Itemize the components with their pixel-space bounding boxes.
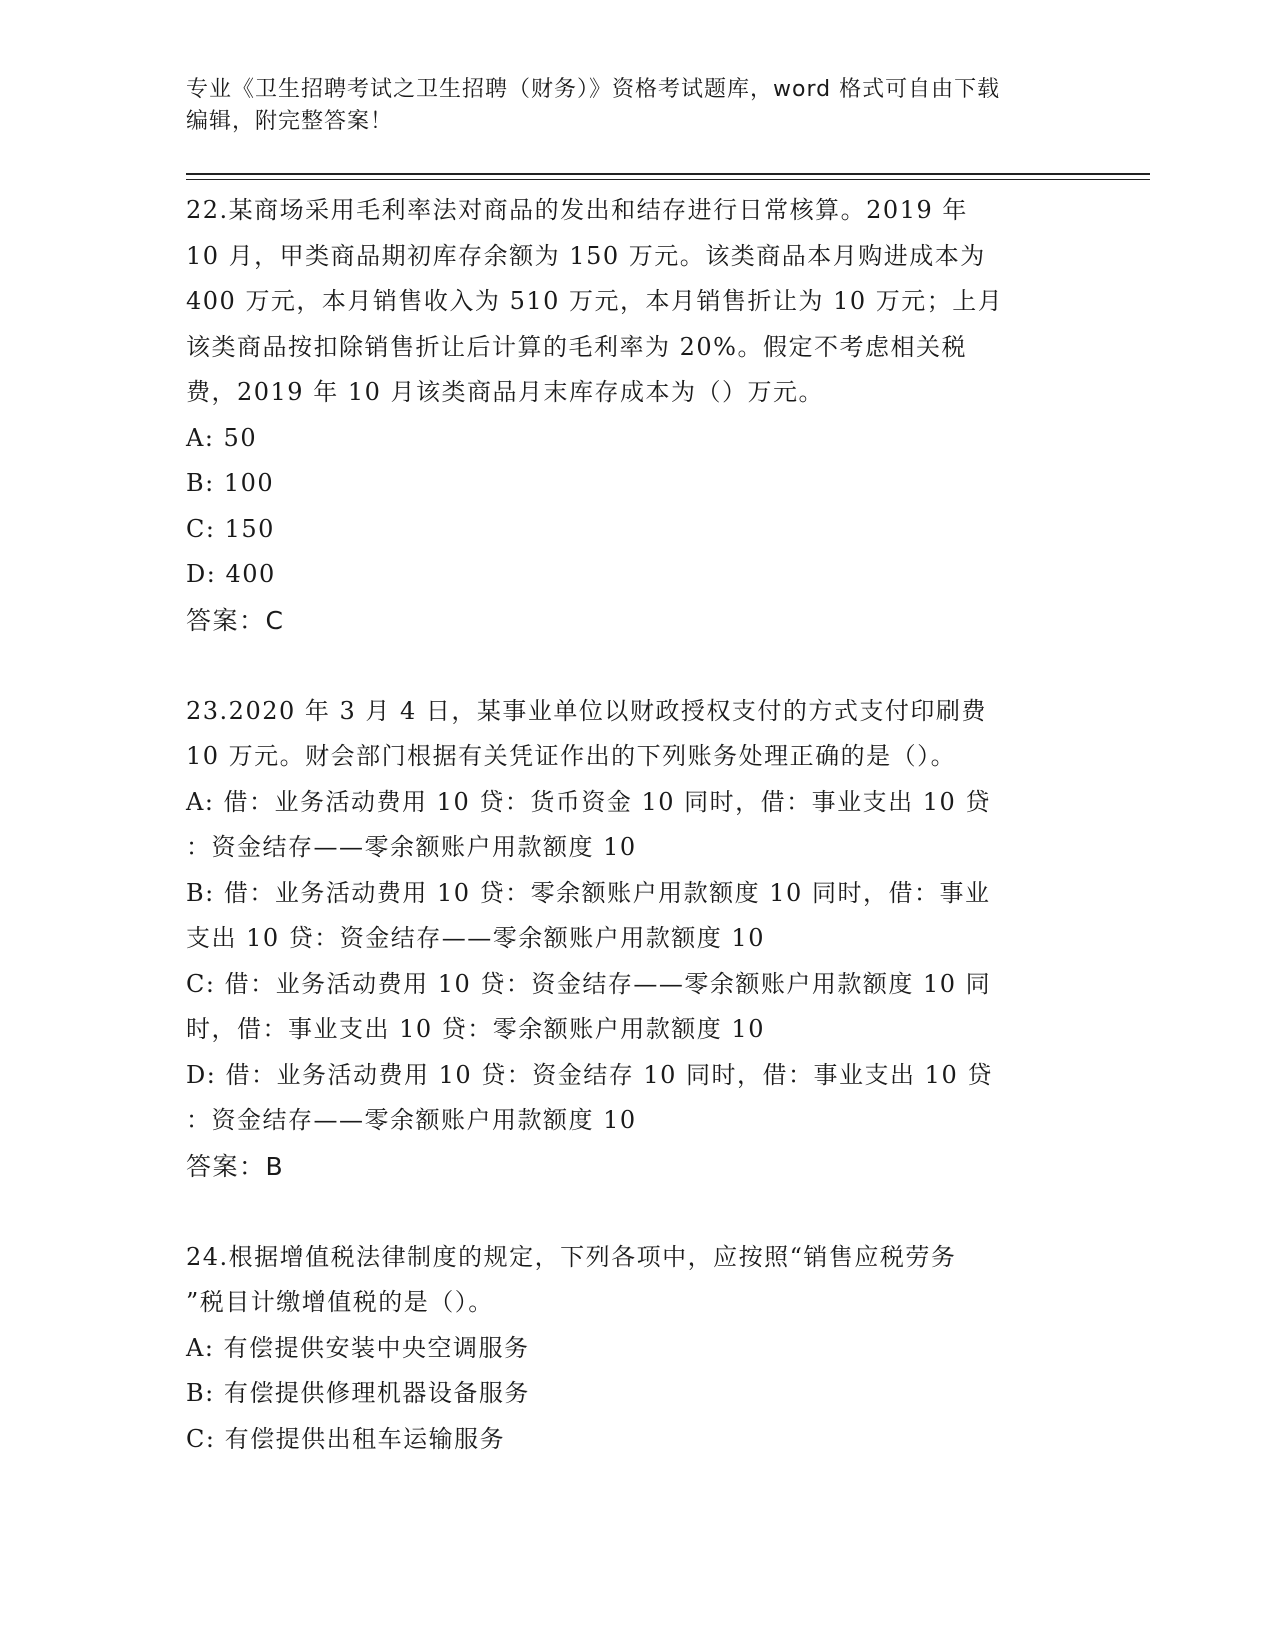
question-24-option-a: A: 有偿提供安装中央空调服务 xyxy=(186,1333,530,1362)
question-24-stem-line-1: 24.根据增值税法律制度的规定，下列各项中，应按照“销售应税劳务 xyxy=(186,1242,957,1271)
document-header xyxy=(186,74,1086,138)
question-22-stem-line-5: 费，2019 年 10 月该类商品月末库存成本为（）万元。 xyxy=(186,378,825,406)
question-23 xyxy=(186,689,1086,1190)
header-line-1: 专业《卫生招聘考试之卫生招聘（财务）》资格考试题库，word 格式可自由下载 xyxy=(186,77,1001,102)
spacer xyxy=(186,643,1086,689)
header-rule-thin xyxy=(186,179,1150,180)
question-23-option-c-line-2: 时，借：事业支出 10 贷：零余额账户用款额度 10 xyxy=(186,1015,765,1043)
header-line-2: 编辑，附完整答案！ xyxy=(186,109,394,134)
question-23-stem-line-2: 10 万元。财会部门根据有关凭证作出的下列账务处理正确的是（）。 xyxy=(186,742,957,770)
question-22-option-d: D: 400 xyxy=(186,560,276,588)
question-23-stem-line-1: 23.2020 年 3 月 4 日，某事业单位以财政授权支付的方式支付印刷费 xyxy=(186,696,987,725)
question-list xyxy=(186,188,1086,1462)
question-22-option-a: A: 50 xyxy=(186,423,258,452)
spacer xyxy=(186,1189,1086,1235)
question-24-stem-line-2: ”税目计缴增值税的是（）。 xyxy=(186,1288,494,1316)
question-22-stem-line-2: 10 月，甲类商品期初库存余额为 150 万元。该类商品本月购进成本为 xyxy=(186,241,986,270)
question-24-option-b: B: 有偿提供修理机器设备服务 xyxy=(186,1379,530,1407)
question-22-stem-line-4: 该类商品按扣除销售折让后计算的毛利率为 20%。假定不考虑相关税 xyxy=(186,332,967,361)
question-24-option-c: C: 有偿提供出租车运输服务 xyxy=(186,1424,506,1453)
question-23-option-a-line-2: ：资金结存——零余额账户用款额度 10 xyxy=(186,833,637,861)
question-22-option-c: C: 150 xyxy=(186,514,275,543)
question-23-option-a-line-1: A: 借：业务活动费用 10 贷：货币资金 10 同时，借：事业支出 10 贷 xyxy=(186,787,991,816)
question-22-answer: 答案：C xyxy=(186,605,285,635)
question-23-answer: 答案：B xyxy=(186,1151,285,1181)
question-22-option-b: B: 100 xyxy=(186,469,275,497)
question-24 xyxy=(186,1235,1086,1463)
question-22 xyxy=(186,188,1086,643)
question-23-option-d-line-2: ：资金结存——零余额账户用款额度 10 xyxy=(186,1106,637,1134)
question-22-stem-line-3: 400 万元，本月销售收入为 510 万元，本月销售折让为 10 万元；上月 xyxy=(186,287,1004,315)
question-23-option-c-line-1: C: 借：业务活动费用 10 贷：资金结存——零余额账户用款额度 10 同 xyxy=(186,969,992,998)
question-23-option-b-line-1: B: 借：业务活动费用 10 贷：零余额账户用款额度 10 同时，借：事业 xyxy=(186,878,991,907)
question-23-option-d-line-1: D: 借：业务活动费用 10 贷：资金结存 10 同时，借：事业支出 10 贷 xyxy=(186,1060,993,1089)
question-23-option-b-line-2: 支出 10 贷：资金结存——零余额账户用款额度 10 xyxy=(186,924,765,952)
question-22-stem-line-1: 22.某商场采用毛利率法对商品的发出和结存进行日常核算。2019 年 xyxy=(186,196,968,224)
header-rule-thick xyxy=(186,173,1150,175)
